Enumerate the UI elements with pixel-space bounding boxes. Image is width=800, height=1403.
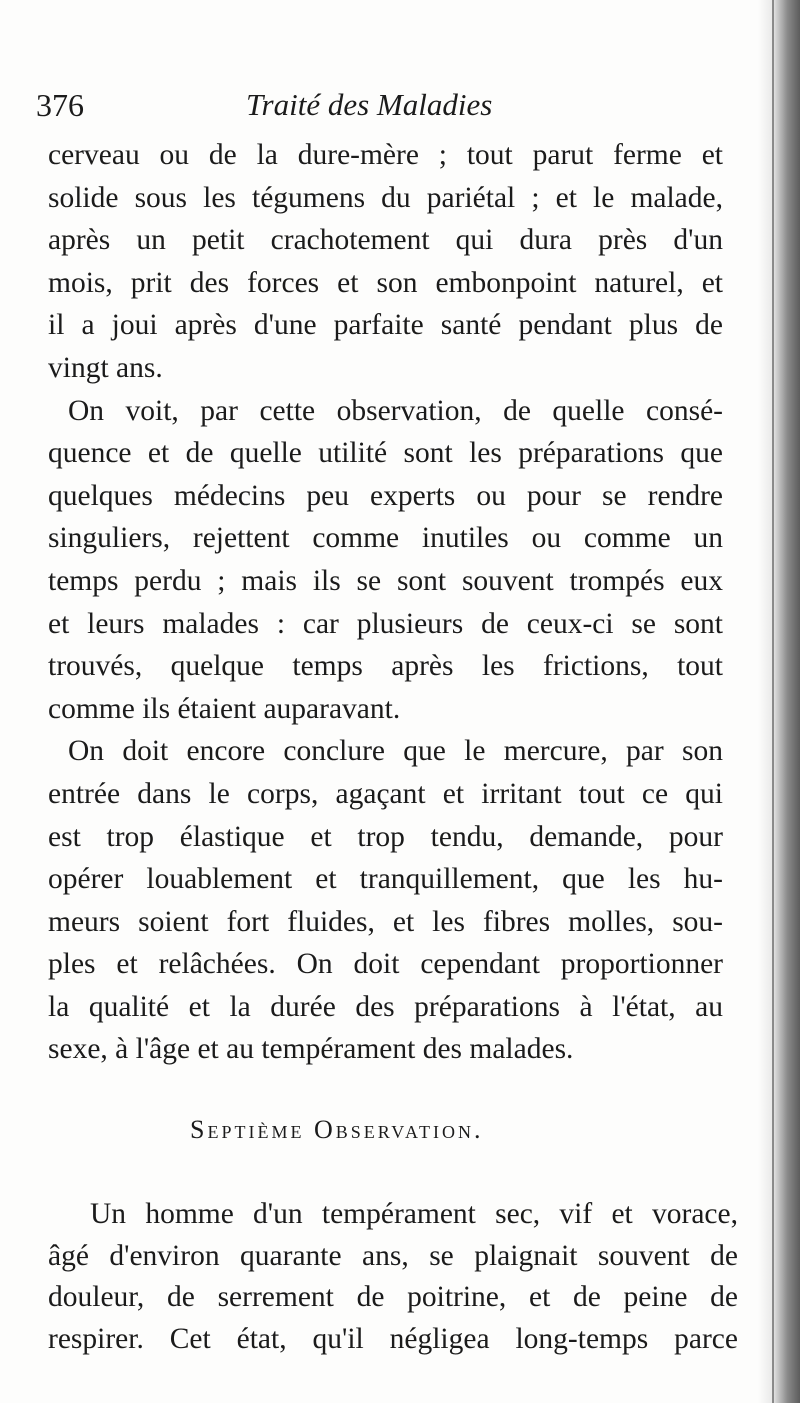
text-line: Un homme d'un tempérament sec, vif et vorace, [90,1198,738,1230]
text-line: mois, prit des forces et son embonpoint naturel, et [48,266,723,299]
section-title: Septième Observation. [190,1115,484,1144]
running-head: Traité des Maladies [246,87,493,122]
text-line: entrée dans le corps, agaçant et irritant tout ce qui [48,777,723,810]
text-line: cerveau ou de la dure-mère ; tout parut ferme et [48,139,723,171]
text-line: opérer louablement et tranquillement, que les hu- [48,863,723,896]
text-line: meurs soient fort fluides, et les fibres molles, sou- [48,905,723,938]
text-line: temps perdu ; mais ils se sont souvent trompés eux [48,564,723,597]
text-line: la qualité et la durée des préparations à l'état, au [48,990,723,1023]
body-text-after-title [48,1194,738,1360]
page-edge-shadow [758,0,800,1403]
text-line: solide sous les tégumens du pariétal ; et le malade, [48,181,723,214]
text-line: On doit encore conclure que le mercure, par son [68,735,723,768]
text-line: il a joui après d'une parfaite santé pendant plus de [48,309,723,342]
text-line: après un petit crachotement qui dura près d'un [48,224,723,257]
text-line: On voit, par cette observation, de quelle consé- [68,394,723,427]
page-header [36,80,726,130]
text-line: et leurs malades : car plusieurs de ceux-ci se sont [48,607,723,640]
text-line: âgé d'environ quarante ans, se plaignait souvent de [48,1239,738,1272]
text-line: comme ils étaient auparavant. [48,692,401,725]
text-line: respirer. Cet état, qu'il négligea long-temps parce [48,1322,738,1355]
page-edge-line [772,0,774,1403]
text-line: trouvés, quelque temps après les frictions, tout [48,650,723,683]
text-line: sexe, à l'âge et au tempérament des malades. [48,1033,574,1066]
text-line: vingt ans. [48,351,163,384]
text-line: quelques médecins peu experts ou pour se rendre [48,479,723,512]
text-line: est trop élastique et trop tendu, demande, pour [48,820,723,853]
body-text [48,134,723,1071]
page-number: 376 [36,87,84,123]
text-line: douleur, de serrement de poitrine, et de peine de [48,1281,738,1313]
text-line: ples et relâchées. On doit cependant proportionner [48,948,723,981]
text-line: singuliers, rejettent comme inutiles ou comme un [48,522,723,555]
text-line: quence et de quelle utilité sont les préparations que [48,437,723,470]
